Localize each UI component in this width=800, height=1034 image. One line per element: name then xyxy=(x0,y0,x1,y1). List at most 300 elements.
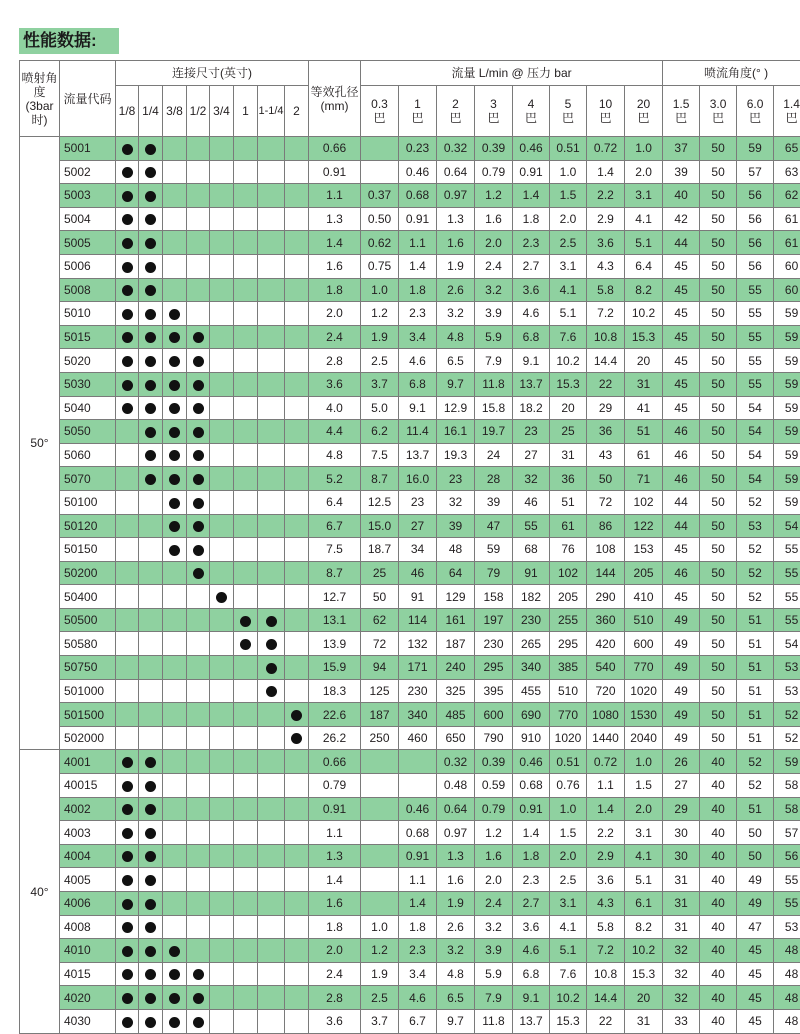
flow-code-cell: 502000 xyxy=(60,726,116,750)
flow-rate-cell: 0.37 xyxy=(361,184,399,208)
orifice-cell: 1.6 xyxy=(309,892,361,916)
flow-rate-cell: 55 xyxy=(513,514,550,538)
spray-angle-value-cell: 44 xyxy=(663,490,700,514)
flow-code-cell: 5004 xyxy=(60,207,116,231)
flow-rate-cell: 10.2 xyxy=(550,349,587,373)
spray-angle-value-cell: 52 xyxy=(737,774,774,798)
spray-angle-value-cell: 55 xyxy=(774,585,800,609)
flow-rate-cell: 4.3 xyxy=(587,892,625,916)
flow-rate-cell: 0.59 xyxy=(475,774,513,798)
availability-dot-icon xyxy=(266,686,277,697)
flow-rate-cell: 3.9 xyxy=(475,939,513,963)
flow-rate-cell: 3.2 xyxy=(437,302,475,326)
flow-code-cell: 4002 xyxy=(60,797,116,821)
flow-rate-cell: 4.6 xyxy=(399,349,437,373)
header-conn-size: 1/2 xyxy=(187,86,210,137)
connection-cell xyxy=(258,656,285,680)
flow-rate-cell: 3.4 xyxy=(399,325,437,349)
flow-rate-cell: 510 xyxy=(550,679,587,703)
spray-angle-value-cell: 51 xyxy=(737,656,774,680)
connection-cell xyxy=(285,207,309,231)
connection-cell xyxy=(258,160,285,184)
availability-dot-icon xyxy=(122,922,133,933)
pressure-value: 5 xyxy=(550,97,586,111)
flow-rate-cell: 27 xyxy=(399,514,437,538)
flow-rate-cell: 13.7 xyxy=(399,443,437,467)
spray-angle-value-cell: 56 xyxy=(737,207,774,231)
spray-angle-value-cell: 40 xyxy=(663,184,700,208)
spray-angle-value-cell: 51 xyxy=(737,726,774,750)
flow-rate-cell: 1.1 xyxy=(399,231,437,255)
flow-rate-cell xyxy=(361,892,399,916)
availability-dot-icon xyxy=(145,214,156,225)
spray-angle-value-cell: 55 xyxy=(737,302,774,326)
availability-dot-icon xyxy=(122,238,133,249)
flow-rate-cell: 2.0 xyxy=(625,160,663,184)
orifice-cell: 0.91 xyxy=(309,797,361,821)
flow-rate-cell: 8.2 xyxy=(625,915,663,939)
availability-dot-icon xyxy=(145,450,156,461)
flow-rate-cell: 3.1 xyxy=(625,821,663,845)
flow-rate-cell: 31 xyxy=(550,443,587,467)
section-title: 性能数据: xyxy=(19,28,119,54)
flow-rate-cell: 3.2 xyxy=(475,915,513,939)
availability-dot-icon xyxy=(169,309,180,320)
connection-cell xyxy=(139,372,163,396)
connection-cell xyxy=(187,302,210,326)
orifice-cell: 0.66 xyxy=(309,137,361,161)
spray-angle-value-cell: 60 xyxy=(774,254,800,278)
availability-dot-icon xyxy=(145,191,156,202)
flow-rate-cell: 5.1 xyxy=(625,231,663,255)
flow-rate-cell: 3.2 xyxy=(475,278,513,302)
connection-cell xyxy=(163,632,187,656)
flow-rate-cell: 72 xyxy=(361,632,399,656)
pressure-unit: 巴 xyxy=(513,111,549,125)
flow-rate-cell: 8.7 xyxy=(361,467,399,491)
availability-dot-icon xyxy=(122,285,133,296)
availability-dot-icon xyxy=(122,851,133,862)
flow-rate-cell: 7.6 xyxy=(550,325,587,349)
spray-angle-value-cell: 49 xyxy=(663,656,700,680)
flow-rate-cell: 0.91 xyxy=(513,797,550,821)
connection-cell xyxy=(187,514,210,538)
flow-rate-cell xyxy=(361,821,399,845)
connection-cell xyxy=(258,514,285,538)
flow-rate-cell: 0.91 xyxy=(399,207,437,231)
connection-cell xyxy=(234,443,258,467)
availability-dot-icon xyxy=(193,403,204,414)
flow-code-cell: 4001 xyxy=(60,750,116,774)
connection-cell xyxy=(163,302,187,326)
flow-rate-cell: 2.5 xyxy=(550,868,587,892)
connection-cell xyxy=(285,184,309,208)
flow-code-cell: 50100 xyxy=(60,490,116,514)
availability-dot-icon xyxy=(240,639,251,650)
availability-dot-icon xyxy=(193,568,204,579)
connection-cell xyxy=(187,939,210,963)
orifice-cell: 1.8 xyxy=(309,915,361,939)
flow-rate-cell: 6.5 xyxy=(437,349,475,373)
availability-dot-icon xyxy=(122,781,133,792)
flow-rate-cell: 720 xyxy=(587,679,625,703)
flow-code-cell: 5050 xyxy=(60,420,116,444)
connection-cell xyxy=(116,325,139,349)
flow-rate-cell: 25 xyxy=(361,561,399,585)
connection-cell xyxy=(285,986,309,1010)
spray-angle-value-cell: 57 xyxy=(774,821,800,845)
spray-angle-value-cell: 45 xyxy=(737,939,774,963)
connection-cell xyxy=(139,137,163,161)
flow-rate-cell: 3.1 xyxy=(550,892,587,916)
flow-rate-cell: 61 xyxy=(625,443,663,467)
flow-rate-cell: 1530 xyxy=(625,703,663,727)
connection-cell xyxy=(285,302,309,326)
spray-angle-value-cell: 50 xyxy=(700,325,737,349)
table-row xyxy=(20,608,800,632)
connection-cell xyxy=(234,703,258,727)
connection-cell xyxy=(210,514,234,538)
flow-rate-cell: 50 xyxy=(361,585,399,609)
connection-cell xyxy=(234,632,258,656)
spray-angle-value-cell: 55 xyxy=(737,372,774,396)
connection-cell xyxy=(163,443,187,467)
flow-rate-cell: 3.6 xyxy=(513,915,550,939)
pressure-unit: 巴 xyxy=(700,111,736,125)
flow-rate-cell: 770 xyxy=(550,703,587,727)
connection-cell xyxy=(285,656,309,680)
flow-code-cell: 5006 xyxy=(60,254,116,278)
flow-rate-cell: 1.3 xyxy=(437,207,475,231)
pressure-unit: 巴 xyxy=(737,111,773,125)
spray-angle-value-cell: 45 xyxy=(663,396,700,420)
connection-cell xyxy=(234,160,258,184)
availability-dot-icon xyxy=(145,474,156,485)
connection-cell xyxy=(210,750,234,774)
connection-cell xyxy=(187,254,210,278)
spray-angle-value-cell: 45 xyxy=(663,538,700,562)
flow-rate-cell: 41 xyxy=(625,396,663,420)
flow-rate-cell: 0.64 xyxy=(437,797,475,821)
flow-rate-cell: 187 xyxy=(361,703,399,727)
spray-angle-value-cell: 59 xyxy=(774,443,800,467)
connection-cell xyxy=(116,160,139,184)
table-row xyxy=(20,160,800,184)
spray-angle-value-cell: 42 xyxy=(663,207,700,231)
flow-rate-cell: 23 xyxy=(399,490,437,514)
spray-angle-value-cell: 49 xyxy=(737,892,774,916)
flow-rate-cell: 395 xyxy=(475,679,513,703)
flow-code-cell: 501000 xyxy=(60,679,116,703)
flow-rate-cell: 48 xyxy=(437,538,475,562)
flow-rate-cell: 1.4 xyxy=(513,821,550,845)
spray-angle-value-cell: 51 xyxy=(737,703,774,727)
spray-angle-value-cell: 29 xyxy=(663,797,700,821)
connection-cell xyxy=(163,1009,187,1033)
flow-rate-cell: 23 xyxy=(437,467,475,491)
connection-cell xyxy=(187,443,210,467)
flow-code-cell: 5010 xyxy=(60,302,116,326)
flow-rate-cell: 91 xyxy=(513,561,550,585)
spray-angle-value-cell: 49 xyxy=(663,703,700,727)
flow-rate-cell: 4.6 xyxy=(399,986,437,1010)
connection-cell xyxy=(116,538,139,562)
header-conn-size: 1-1/4 xyxy=(258,86,285,137)
spray-angle-value-cell: 60 xyxy=(774,278,800,302)
flow-rate-cell: 5.8 xyxy=(587,915,625,939)
table-row xyxy=(20,986,800,1010)
connection-cell xyxy=(234,561,258,585)
connection-cell xyxy=(116,774,139,798)
flow-rate-cell: 18.7 xyxy=(361,538,399,562)
spray-angle-value-cell: 59 xyxy=(774,396,800,420)
connection-cell xyxy=(187,325,210,349)
connection-cell xyxy=(210,396,234,420)
flow-code-cell: 5070 xyxy=(60,467,116,491)
connection-cell xyxy=(163,939,187,963)
availability-dot-icon xyxy=(145,332,156,343)
connection-cell xyxy=(187,396,210,420)
table-row xyxy=(20,420,800,444)
flow-rate-cell: 1.6 xyxy=(437,231,475,255)
performance-table xyxy=(19,60,800,1034)
connection-cell xyxy=(187,726,210,750)
flow-rate-cell: 2.0 xyxy=(475,868,513,892)
flow-rate-cell: 182 xyxy=(513,585,550,609)
connection-cell xyxy=(210,821,234,845)
connection-cell xyxy=(234,372,258,396)
connection-cell xyxy=(234,420,258,444)
flow-rate-cell: 1020 xyxy=(550,726,587,750)
spray-angle-value-cell: 40 xyxy=(700,797,737,821)
spray-angle-value-cell: 50 xyxy=(700,278,737,302)
header-pressure xyxy=(475,86,513,137)
orifice-cell: 1.3 xyxy=(309,207,361,231)
header-flow-code: 流量代码 xyxy=(60,61,116,137)
connection-cell xyxy=(258,302,285,326)
spray-angle-value-cell: 49 xyxy=(663,679,700,703)
flow-rate-cell: 34 xyxy=(399,538,437,562)
spray-angle-value-cell: 52 xyxy=(737,750,774,774)
availability-dot-icon xyxy=(145,757,156,768)
flow-rate-cell: 6.8 xyxy=(513,325,550,349)
availability-dot-icon xyxy=(193,969,204,980)
connection-cell xyxy=(139,538,163,562)
connection-cell xyxy=(116,632,139,656)
orifice-cell: 1.4 xyxy=(309,868,361,892)
flow-code-cell: 4004 xyxy=(60,844,116,868)
flow-rate-cell: 0.68 xyxy=(399,184,437,208)
connection-cell xyxy=(139,561,163,585)
connection-cell xyxy=(116,490,139,514)
orifice-cell: 2.4 xyxy=(309,962,361,986)
connection-cell xyxy=(285,231,309,255)
header-spray-pressure xyxy=(774,86,800,137)
spray-angle-value-cell: 50 xyxy=(700,184,737,208)
spray-angle-value-cell: 50 xyxy=(700,538,737,562)
flow-rate-cell: 1.8 xyxy=(513,844,550,868)
flow-rate-cell: 1.9 xyxy=(437,254,475,278)
table-row xyxy=(20,939,800,963)
table-row xyxy=(20,372,800,396)
availability-dot-icon xyxy=(122,1017,133,1028)
connection-cell xyxy=(210,137,234,161)
spray-angle-value-cell: 50 xyxy=(700,372,737,396)
flow-rate-cell: 15.0 xyxy=(361,514,399,538)
flow-rate-cell: 7.2 xyxy=(587,939,625,963)
table-row xyxy=(20,1009,800,1033)
spray-angle-value-cell: 39 xyxy=(663,160,700,184)
spray-angle-value-cell: 45 xyxy=(663,325,700,349)
spray-angle-value-cell: 48 xyxy=(774,962,800,986)
flow-rate-cell: 6.2 xyxy=(361,420,399,444)
flow-rate-cell: 295 xyxy=(550,632,587,656)
flow-rate-cell: 290 xyxy=(587,585,625,609)
flow-rate-cell: 485 xyxy=(437,703,475,727)
flow-rate-cell: 20 xyxy=(550,396,587,420)
spray-angle-value-cell: 59 xyxy=(774,420,800,444)
connection-cell xyxy=(210,986,234,1010)
pressure-value: 1.5 xyxy=(663,97,699,111)
flow-rate-cell: 0.50 xyxy=(361,207,399,231)
connection-cell xyxy=(285,585,309,609)
flow-rate-cell: 9.1 xyxy=(399,396,437,420)
connection-cell xyxy=(116,868,139,892)
connection-cell xyxy=(234,726,258,750)
connection-cell xyxy=(258,703,285,727)
connection-cell xyxy=(187,703,210,727)
connection-cell xyxy=(234,278,258,302)
flow-code-cell: 50500 xyxy=(60,608,116,632)
connection-cell xyxy=(258,184,285,208)
spray-angle-value-cell: 59 xyxy=(774,349,800,373)
availability-dot-icon xyxy=(122,899,133,910)
spray-angle-value-cell: 55 xyxy=(774,538,800,562)
spray-angle-value-cell: 31 xyxy=(663,892,700,916)
availability-dot-icon xyxy=(122,214,133,225)
spray-angle-value-cell: 50 xyxy=(700,467,737,491)
availability-dot-icon xyxy=(145,875,156,886)
connection-cell xyxy=(258,443,285,467)
flow-rate-cell: 3.1 xyxy=(625,184,663,208)
flow-rate-cell: 15.3 xyxy=(625,962,663,986)
spray-angle-value-cell: 40 xyxy=(700,939,737,963)
flow-code-cell: 5005 xyxy=(60,231,116,255)
connection-cell xyxy=(116,443,139,467)
connection-cell xyxy=(234,986,258,1010)
flow-rate-cell: 1.1 xyxy=(399,868,437,892)
flow-rate-cell: 0.79 xyxy=(475,160,513,184)
spray-angle-value-cell: 49 xyxy=(663,632,700,656)
spray-angle-value-cell: 50 xyxy=(737,844,774,868)
connection-cell xyxy=(187,679,210,703)
flow-rate-cell: 2.4 xyxy=(475,892,513,916)
spray-angle-value-cell: 44 xyxy=(663,514,700,538)
availability-dot-icon xyxy=(145,993,156,1004)
spray-angle-value-cell: 40 xyxy=(700,821,737,845)
pressure-value: 1.4 xyxy=(774,97,800,111)
connection-cell xyxy=(116,892,139,916)
connection-cell xyxy=(139,160,163,184)
spray-angle-value-cell: 50 xyxy=(700,703,737,727)
spray-angle-value-cell: 54 xyxy=(774,514,800,538)
connection-cell xyxy=(139,443,163,467)
flow-rate-cell: 4.1 xyxy=(625,207,663,231)
orifice-cell: 2.4 xyxy=(309,325,361,349)
flow-rate-cell: 4.1 xyxy=(550,915,587,939)
flow-rate-cell: 2.3 xyxy=(399,302,437,326)
flow-rate-cell: 144 xyxy=(587,561,625,585)
flow-rate-cell: 12.9 xyxy=(437,396,475,420)
flow-rate-cell: 2.5 xyxy=(361,986,399,1010)
connection-cell xyxy=(116,514,139,538)
flow-rate-cell: 43 xyxy=(587,443,625,467)
spray-angle-value-cell: 57 xyxy=(737,160,774,184)
spray-angle-value-cell: 46 xyxy=(663,467,700,491)
pressure-unit: 巴 xyxy=(774,111,800,125)
connection-cell xyxy=(116,278,139,302)
connection-cell xyxy=(116,679,139,703)
flow-rate-cell: 0.46 xyxy=(399,797,437,821)
table-row xyxy=(20,325,800,349)
connection-cell xyxy=(139,325,163,349)
connection-cell xyxy=(285,443,309,467)
availability-dot-icon xyxy=(193,1017,204,1028)
flow-rate-cell: 325 xyxy=(437,679,475,703)
flow-rate-cell: 1440 xyxy=(587,726,625,750)
flow-code-cell: 50150 xyxy=(60,538,116,562)
connection-cell xyxy=(234,349,258,373)
flow-rate-cell: 410 xyxy=(625,585,663,609)
connection-cell xyxy=(210,774,234,798)
flow-rate-cell: 0.39 xyxy=(475,137,513,161)
flow-rate-cell: 690 xyxy=(513,703,550,727)
flow-rate-cell: 0.79 xyxy=(475,797,513,821)
availability-dot-icon xyxy=(169,403,180,414)
availability-dot-icon xyxy=(193,427,204,438)
connection-cell xyxy=(210,490,234,514)
flow-rate-cell: 1.8 xyxy=(513,207,550,231)
connection-cell xyxy=(116,561,139,585)
connection-cell xyxy=(210,254,234,278)
header-conn-size: 1 xyxy=(234,86,258,137)
flow-rate-cell: 2.2 xyxy=(587,821,625,845)
connection-cell xyxy=(210,443,234,467)
spray-angle-value-cell: 40 xyxy=(700,750,737,774)
flow-rate-cell: 1.8 xyxy=(399,278,437,302)
flow-code-cell: 50750 xyxy=(60,656,116,680)
header-spray-pressure xyxy=(737,86,774,137)
spray-angle-cell: 40° xyxy=(20,750,60,1033)
orifice-cell: 1.3 xyxy=(309,844,361,868)
connection-cell xyxy=(139,254,163,278)
availability-dot-icon xyxy=(193,474,204,485)
connection-cell xyxy=(210,632,234,656)
connection-cell xyxy=(163,608,187,632)
availability-dot-icon xyxy=(240,616,251,627)
availability-dot-icon xyxy=(169,332,180,343)
connection-cell xyxy=(187,844,210,868)
flow-rate-cell: 1.0 xyxy=(550,160,587,184)
availability-dot-icon xyxy=(145,144,156,155)
connection-cell xyxy=(187,1009,210,1033)
connection-cell xyxy=(163,797,187,821)
flow-rate-cell: 4.1 xyxy=(625,844,663,868)
pressure-value: 4 xyxy=(513,97,549,111)
flow-code-cell: 50200 xyxy=(60,561,116,585)
spray-angle-value-cell: 50 xyxy=(700,254,737,278)
connection-cell xyxy=(187,585,210,609)
